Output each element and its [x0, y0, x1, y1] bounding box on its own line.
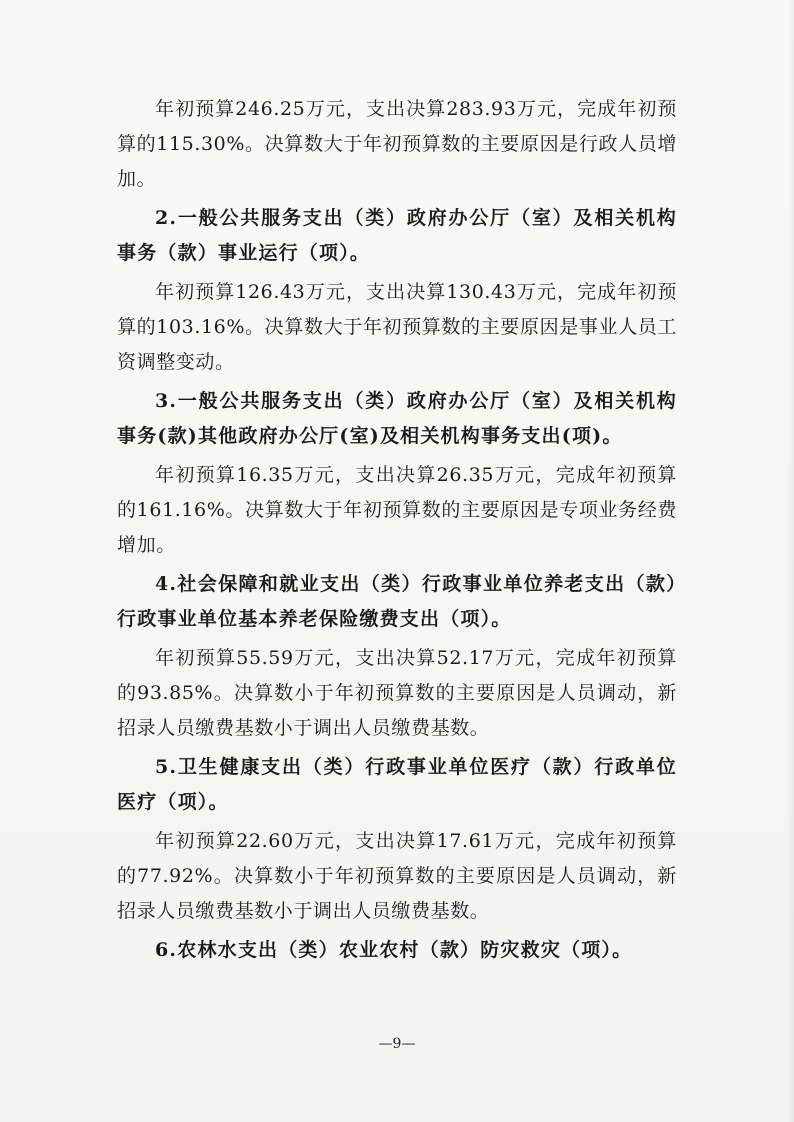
paragraph-p5: 年初预算22.60万元，支出决算17.61万元，完成年初预算的77.92%。决算数小于年初预算数的主要原因是人员调动，新招录人员缴费基数小于调出人员缴费基数。: [117, 830, 677, 922]
heading-item-3: 3.一般公共服务支出（类）政府办公厅（室）及相关机构事务(款)其他政府办公厅(室)及相关机构事务支出(项)。: [117, 390, 677, 447]
paragraph-p1: 年初预算246.25万元，支出决算283.93万元，完成年初预算的115.30%。决算数大于年初预算数的主要原因是行政人员增加。: [117, 98, 677, 190]
heading-item-6: 6.农林水支出（类）农业农村（款）防灾救灾（项）。: [155, 939, 633, 961]
heading-item-2: 2.一般公共服务支出（类）政府办公厅（室）及相关机构事务（款）事业运行（项）。: [117, 207, 677, 264]
document-body: [117, 92, 677, 972]
page-number: —9—: [378, 1036, 416, 1052]
paragraph-p4: 年初预算55.59万元，支出决算52.17万元，完成年初预算的93.85%。决算数小于年初预算数的主要原因是人员调动，新招录人员缴费基数小于调出人员缴费基数。: [117, 647, 677, 739]
paragraph-p2: 年初预算126.43万元，支出决算130.43万元，完成年初预算的103.16%。决算数大于年初预算数的主要原因是事业人员工资调整变动。: [117, 281, 677, 373]
heading-item-4: 4.社会保障和就业支出（类）行政事业单位养老支出（款）行政事业单位基本养老保险缴费支出（项）。: [117, 573, 677, 630]
scan-edge-shadow: [788, 0, 794, 1122]
heading-item-5: 5.卫生健康支出（类）行政事业单位医疗（款）行政单位医疗（项）。: [117, 756, 677, 813]
paragraph-p3: 年初预算16.35万元，支出决算26.35万元，完成年初预算的161.16%。决算数大于年初预算数的主要原因是专项业务经费增加。: [117, 464, 677, 556]
